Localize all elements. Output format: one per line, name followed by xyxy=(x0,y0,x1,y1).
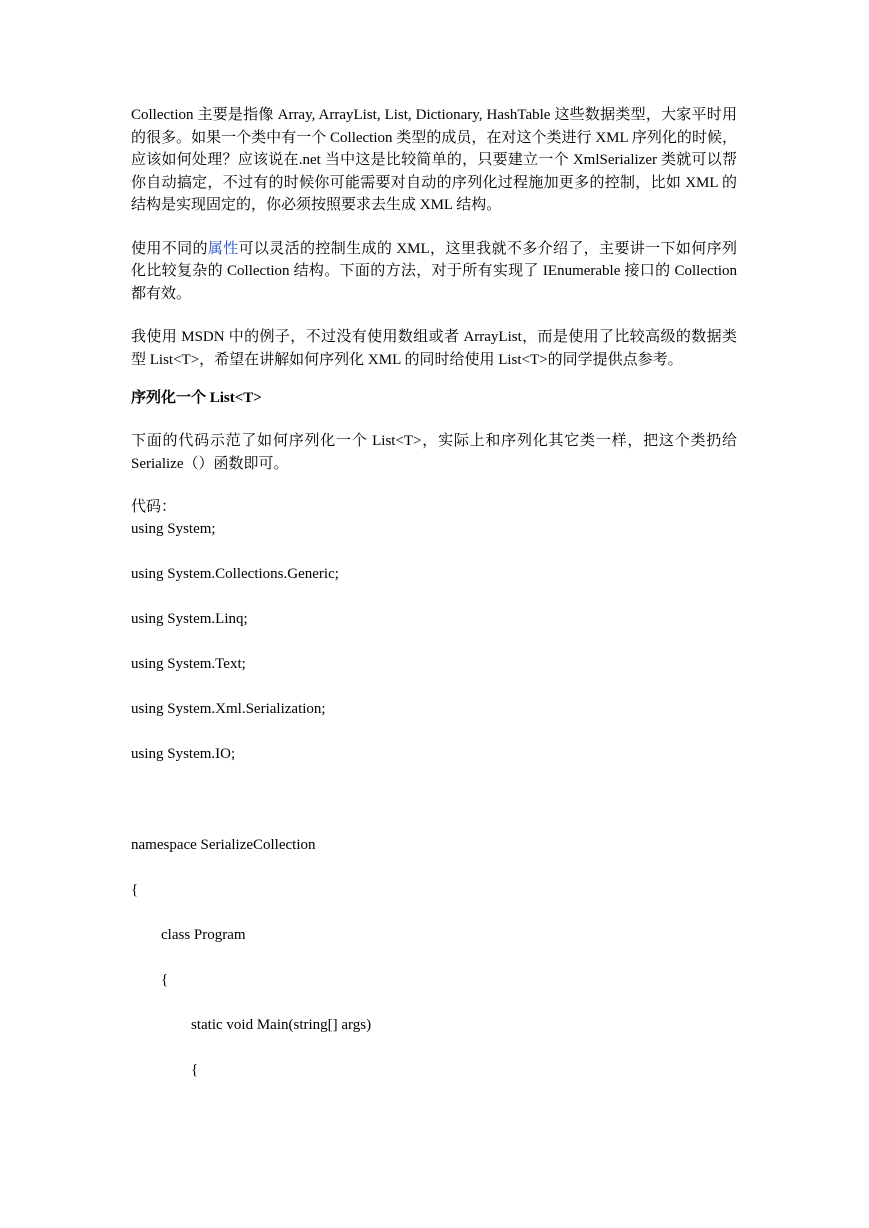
intro-paragraph: Collection 主要是指像 Array, ArrayList, List, Dictionary, HashTable 这些数据类型，大家平时用的很多。如果一个类中有一个 Collection 类型的成员，在对这个类进行 XML 序列化的时候，应该如何处理？应该说在.net 当中这是比较简单的，只要建立一个 XmlSerializer 类就可以帮你自动搞定，不过有的时候你可能需要对自动的序列化过程施加更多的控制，比如 XML 的结构是实现固定的，你必须按照要求去生成 XML 结构。 xyxy=(131,107,737,213)
code-line: { xyxy=(131,1062,199,1078)
code-line: namespace SerializeCollection xyxy=(131,837,316,853)
code-line: class Program xyxy=(131,927,246,943)
section-heading: 序列化一个 List<T> xyxy=(131,390,262,406)
code-line: using System.Text; xyxy=(131,656,246,672)
attribute-paragraph xyxy=(131,238,737,306)
document-page xyxy=(131,104,737,1081)
code-line: using System; xyxy=(131,521,216,537)
attribute-paragraph-before: 使用不同的 xyxy=(131,240,208,257)
code-line: using System.Collections.Generic; xyxy=(131,566,339,582)
attribute-paragraph-after: 可以灵活的控制生成的 XML，这里我就不多介绍了，主要讲一下如何序列化比较复杂的 Collection 结构。下面的方法，对于所有实现了 IEnumerable 接口的 Collection 都有效。 xyxy=(131,240,737,302)
code-block xyxy=(131,518,737,1081)
code-intro-paragraph: 下面的代码示范了如何序列化一个 List<T>，实际上和序列化其它类一样，把这个类扔给 Serialize（）函数即可。 xyxy=(131,433,737,472)
code-line: static void Main(string[] args) xyxy=(131,1017,372,1033)
msdn-example-paragraph: 我使用 MSDN 中的例子，不过没有使用数组或者 ArrayList，而是使用了比较高级的数据类型 List<T>，希望在讲解如何序列化 XML 的同时给使用 List<T>的同学提供点参考。 xyxy=(131,329,737,368)
code-line: using System.Xml.Serialization; xyxy=(131,701,326,717)
code-label: 代码： xyxy=(131,499,177,515)
code-line: using System.Linq; xyxy=(131,611,248,627)
code-line: using System.IO; xyxy=(131,746,236,762)
code-line: { xyxy=(131,972,169,988)
attribute-link[interactable]: 属性 xyxy=(207,240,239,257)
code-line: { xyxy=(131,882,139,898)
